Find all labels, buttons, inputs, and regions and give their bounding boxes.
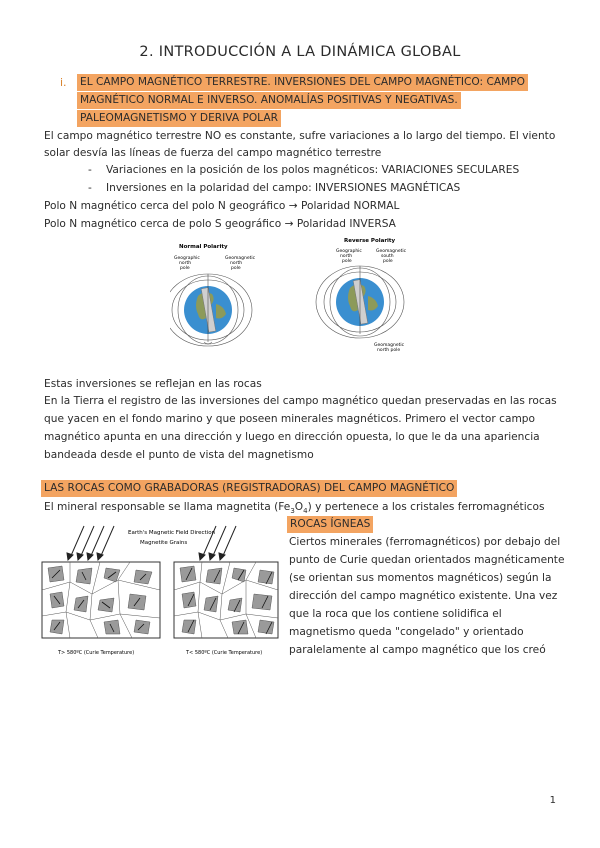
reverse-polarity-diagram (316, 238, 407, 353)
igneous-subheading: ROCAS ÍGNEAS (287, 516, 373, 533)
polarity-normal-line: Polo N magnético cerca del polo N geográfico → Polaridad NORMAL (44, 200, 400, 212)
paragraph-line: que yacen en el fondo marino y que poseen minerales magnéticos. Primero el vector campo (44, 413, 535, 425)
formula-sub-3: 3 (290, 507, 295, 516)
paragraph-line: En la Tierra el registro de las inversiones del campo magnético quedan preservadas en las rocas (44, 395, 557, 407)
igneous-text-line: (se orientan sus momentos magnéticos) según la (289, 572, 552, 584)
section2-heading: LAS ROCAS COMO GRABADORAS (REGISTRADORAS) DEL CAMPO MAGNÉTICO (41, 480, 457, 497)
igneous-text-line: punto de Curie quedan orientados magnéticamente (289, 554, 565, 566)
section-number: i. (60, 76, 67, 89)
field-direction-label: Earth's Magnetic Field Direction (128, 530, 216, 536)
paragraph-line: magnético apunta en una dirección y luego en dirección opuesta, lo que le da una apariencia (44, 431, 540, 443)
formula-o: O (294, 501, 304, 513)
igneous-text-line: magnetismo queda "congelado" y orientado (289, 626, 524, 638)
polarity-reverse-line: Polo N magnético cerca de polo S geográfico → Polaridad INVERSA (44, 218, 396, 230)
mineral-suffix: ) y pertenece a los cristales ferromagnéticos (307, 501, 545, 513)
section-heading-line-3: PALEOMAGNETISMO Y DERIVA POLAR (77, 110, 281, 127)
formula-sub-4: 4 (303, 507, 308, 516)
normal-geographic-label: Geographic north pole (174, 256, 200, 271)
normal-polarity-title: Normal Polarity (179, 244, 228, 250)
bullet-dash: - (88, 182, 92, 194)
reverse-polarity-title: Reverse Polarity (344, 238, 396, 244)
igneous-text-line: que la roca que los contiene solidifica el (289, 608, 502, 620)
caption-low-temp: T< 580ºC (Curie Temperature) (186, 650, 263, 656)
reverse-geomagnetic-north-label: Geomagnetic north pole (374, 343, 405, 353)
bullet-dash: - (88, 164, 92, 176)
page-title: 2. INTRODUCCIÓN A LA DINÁMICA GLOBAL (139, 44, 461, 60)
caption-high-temp: T> 580ºC (Curie Temperature) (58, 650, 135, 656)
section-heading-line-2: MAGNÉTICO NORMAL E INVERSO. ANOMALÍAS POSITIVAS Y NEGATIVAS. (77, 92, 461, 109)
magnetite-figure (40, 520, 282, 665)
bullet-item: Inversiones en la polaridad del campo: INVERSIONES MAGNÉTICAS (106, 182, 461, 194)
section-heading-line-1: EL CAMPO MAGNÉTICO TERRESTRE. INVERSIONES DEL CAMPO MAGNÉTICO: CAMPO (77, 74, 528, 91)
paragraph-line: bandeada desde el punto de vista del magnetismo (44, 449, 314, 461)
igneous-text-line: Ciertos minerales (ferromagnéticos) por debajo del (289, 536, 561, 548)
magnetite-grains-label: Magnetite Grains (140, 540, 188, 546)
polarity-figure (170, 238, 430, 360)
igneous-text-line: dirección del campo magnético existente. Una vez (289, 590, 558, 602)
normal-polarity-diagram (170, 244, 256, 346)
bullet-item: Variaciones en la posición de los polos magnéticos: VARIACIONES SECULARES (106, 164, 520, 176)
mineral-prefix: El mineral responsable se llama magnetita ( (44, 501, 279, 513)
igneous-text-line: paralelamente al campo magnético que los creó (289, 644, 546, 656)
grains-block-low-temp (174, 562, 278, 638)
reverse-geomagnetic-south-label: Geomagnetic south pole (376, 249, 407, 264)
normal-geomagnetic-label: Geomagnetic north pole (225, 256, 256, 271)
intro-line-2: solar desvía las líneas de fuerza del campo magnético terrestre (44, 147, 382, 159)
paragraph-line: Estas inversiones se reflejan en las rocas (44, 378, 262, 390)
intro-line-1: El campo magnético terrestre NO es constante, sufre variaciones a lo largo del tiempo. El viento (44, 130, 556, 142)
formula-fe: Fe (278, 501, 291, 513)
grains-block-high-temp (42, 562, 160, 638)
page-number: 1 (549, 795, 556, 806)
reverse-geographic-label: Geographic north pole (336, 249, 362, 264)
